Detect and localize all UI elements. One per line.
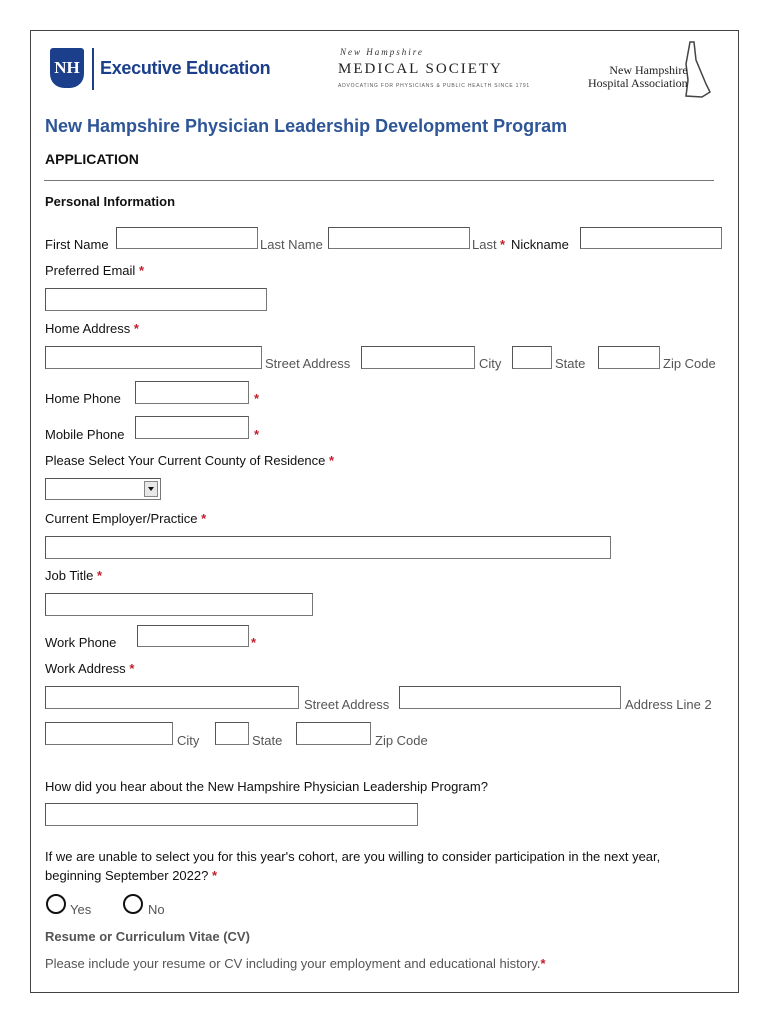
city-caption: City xyxy=(177,733,200,748)
home-state-input[interactable] xyxy=(512,346,552,369)
first-name-label: First Name xyxy=(45,237,109,252)
work-phone-label: Work Phone xyxy=(45,635,117,650)
first-name-input[interactable] xyxy=(116,227,258,249)
zip-code-caption: Zip Code xyxy=(375,733,428,748)
job-title-input[interactable] xyxy=(45,593,313,616)
no-label: No xyxy=(148,902,165,917)
home-city-input[interactable] xyxy=(361,346,475,369)
dropdown-arrow-button[interactable] xyxy=(144,481,158,497)
work-address-label: Work Address * xyxy=(45,661,135,676)
cohort-question-line2: beginning September 2022? * xyxy=(45,868,218,883)
mobile-phone-label: Mobile Phone xyxy=(45,427,125,442)
city-caption: City xyxy=(479,356,502,371)
preferred-email-label: Preferred Email * xyxy=(45,263,144,278)
nhms-logo-main: MEDICAL SOCIETY xyxy=(338,61,503,77)
hear-about-label: How did you hear about the New Hampshire Physician Leadership Program? xyxy=(45,779,488,794)
cohort-question-line1: If we are unable to select you for this year's cohort, are you willing to consider participation in the next year, xyxy=(45,849,661,864)
street-address-caption: Street Address xyxy=(304,697,390,712)
unh-logo-text: Executive Education xyxy=(100,58,271,78)
application-heading: APPLICATION xyxy=(45,151,139,167)
home-address-label: Home Address * xyxy=(45,321,139,336)
yes-label: Yes xyxy=(70,902,92,917)
nhms-logo-tagline: ADVOCATING FOR PHYSICIANS & PUBLIC HEALTH SINCE 1791 xyxy=(338,83,531,89)
nhha-line1: New Hampshire xyxy=(609,63,688,77)
job-title-label: Job Title * xyxy=(45,568,103,583)
county-select[interactable] xyxy=(45,478,161,500)
last-name-input[interactable] xyxy=(328,227,470,249)
resume-heading: Resume or Curriculum Vitae (CV) xyxy=(45,929,250,944)
divider xyxy=(44,180,714,181)
home-phone-label: Home Phone xyxy=(45,391,121,406)
mobile-phone-input[interactable] xyxy=(135,416,249,439)
work-address-line2-input[interactable] xyxy=(399,686,621,709)
county-label: Please Select Your Current County of Residence * xyxy=(45,453,335,468)
logo-divider xyxy=(92,48,94,90)
nickname-label: Nickname xyxy=(511,237,569,252)
work-phone-input[interactable] xyxy=(137,625,249,647)
home-zip-input[interactable] xyxy=(598,346,660,369)
nhha-line2: Hospital Association xyxy=(588,76,688,90)
work-state-input[interactable] xyxy=(215,722,249,745)
page-title: New Hampshire Physician Leadership Development Program xyxy=(45,116,568,136)
state-caption: State xyxy=(252,733,283,748)
state-caption: State xyxy=(555,356,586,371)
unh-shield-logo: NH xyxy=(50,48,84,88)
nhms-logo-top: New Hampshire xyxy=(340,47,424,57)
zip-code-caption: Zip Code xyxy=(663,356,716,371)
work-city-input[interactable] xyxy=(45,722,173,745)
nhha-logo xyxy=(588,64,688,90)
chevron-down-icon xyxy=(145,482,157,496)
resume-instructions: Please include your resume or CV including your employment and educational history.* xyxy=(45,956,546,971)
nickname-input[interactable] xyxy=(580,227,722,249)
no-radio[interactable] xyxy=(123,894,143,914)
required-marker: * xyxy=(251,635,257,650)
preferred-email-input[interactable] xyxy=(45,288,267,311)
required-marker: * xyxy=(500,237,506,252)
work-street-input[interactable] xyxy=(45,686,299,709)
street-address-caption: Street Address xyxy=(265,356,351,371)
work-zip-input[interactable] xyxy=(296,722,371,745)
address-line2-caption: Address Line 2 xyxy=(625,697,712,712)
section-personal-info: Personal Information xyxy=(45,194,176,209)
home-phone-input[interactable] xyxy=(135,381,249,404)
yes-radio[interactable] xyxy=(46,894,66,914)
employer-label: Current Employer/Practice * xyxy=(45,511,207,526)
home-street-input[interactable] xyxy=(45,346,262,369)
required-marker: * xyxy=(254,391,260,406)
last-label: Last xyxy=(472,237,497,252)
hear-about-input[interactable] xyxy=(45,803,418,826)
employer-input[interactable] xyxy=(45,536,611,559)
required-marker: * xyxy=(254,427,260,442)
last-name-label: Last Name xyxy=(260,237,323,252)
